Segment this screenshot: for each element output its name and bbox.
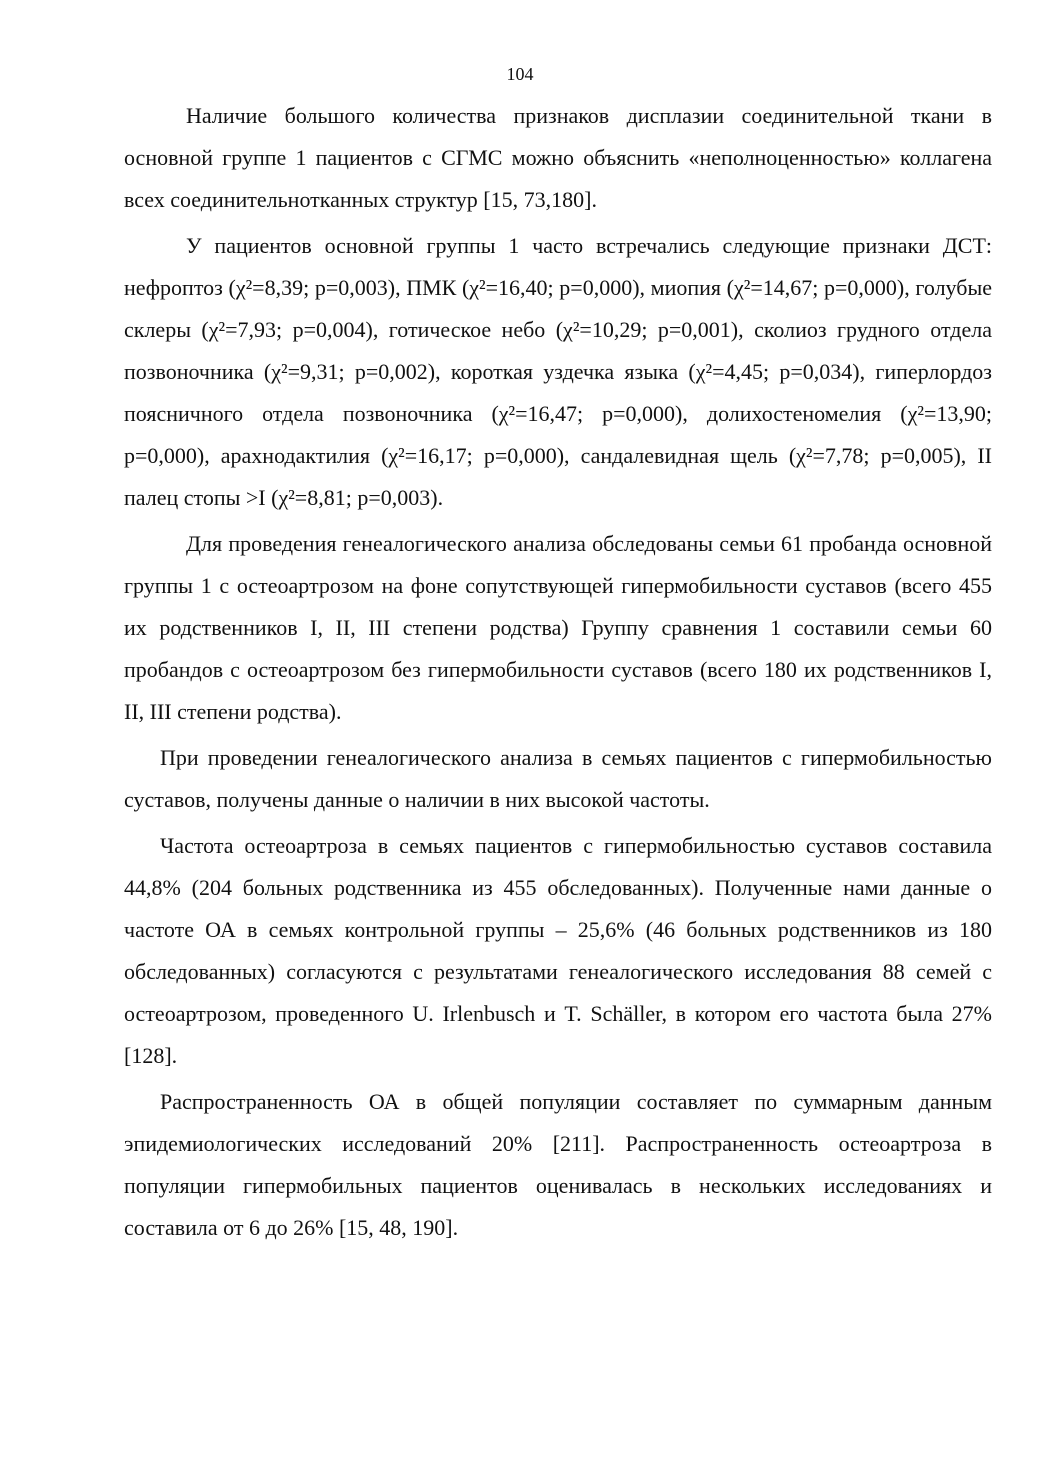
paragraph-dysplasia-signs: Наличие большого количества признаков дисплазии соединительной ткани в основной группе 1 пациентов с СГМС можно объяснить «неполноценностью» коллагена всех соединительнотканных структур [15, 73,180]. <box>124 103 992 212</box>
paragraph-genealogical-results: При проведении генеалогического анализа в семьях пациентов с гипермобильностью суставов, получены данные о наличии в них высокой частоты. <box>124 745 992 812</box>
paragraph-oa-frequency: Частота остеоартроза в семьях пациентов с гипермобильностью суставов составила 44,8% (204 больных родственника из 455 обследованных). Полученные нами данные о частоте ОА в семьях контрольной группы – 25,6% (46 больных родственников из 180 обследованных) согласуются с результатами генеалогического исследования 88 семей с остеоартрозом, проведенного U. Irlenbusch и T. Schäller, в котором его частота была 27% [128]. <box>124 833 992 1068</box>
paragraph-genealogical-analysis: Для проведения генеалогического анализа обследованы семьи 61 пробанда основной группы 1 с остеоартрозом на фоне сопутствующей гипермобильности суставов (всего 455 их родственников I, II, III степени родства) Группу сравнения 1 составили семьи 60 пробандов с остеоартрозом без гипермобильности суставов (всего 180 их родственников I, II, III степени родства). <box>124 531 992 724</box>
page-number: 104 <box>506 64 534 84</box>
paragraph-dst-features: У пациентов основной группы 1 часто встречались следующие признаки ДСТ: нефроптоз (χ²=8,39; р=0,003), ПМК (χ²=16,40; р=0,000), миопия (χ²=14,67; р=0,000), голубые склеры (χ²=7,93; р=0,004), готическое небо (χ²=10,29; р=0,001), сколиоз грудного отдела позвоночника (χ²=9,31; р=0,002), короткая уздечка языка (χ²=4,45; р=0,034), гиперлордоз поясничного отдела позвоночника (χ²=16,47; р=0,000), долихостеномелия (χ²=13,90; р=0,000), арахнодактилия (χ²=16,17; р=0,000), сандалевидная щель (χ²=7,78; р=0,005), II палец стопы >I (χ²=8,81; р=0,003). <box>124 233 992 510</box>
paragraph-oa-prevalence: Распространенность ОА в общей популяции составляет по суммарным данным эпидемиологических исследований 20% [211]. Распространенность остеоартроза в популяции гипермобильных пациентов оценивалась в нескольких исследованиях и составила от 6 до 26% [15, 48, 190]. <box>124 1089 992 1240</box>
document-body <box>124 95 992 1249</box>
